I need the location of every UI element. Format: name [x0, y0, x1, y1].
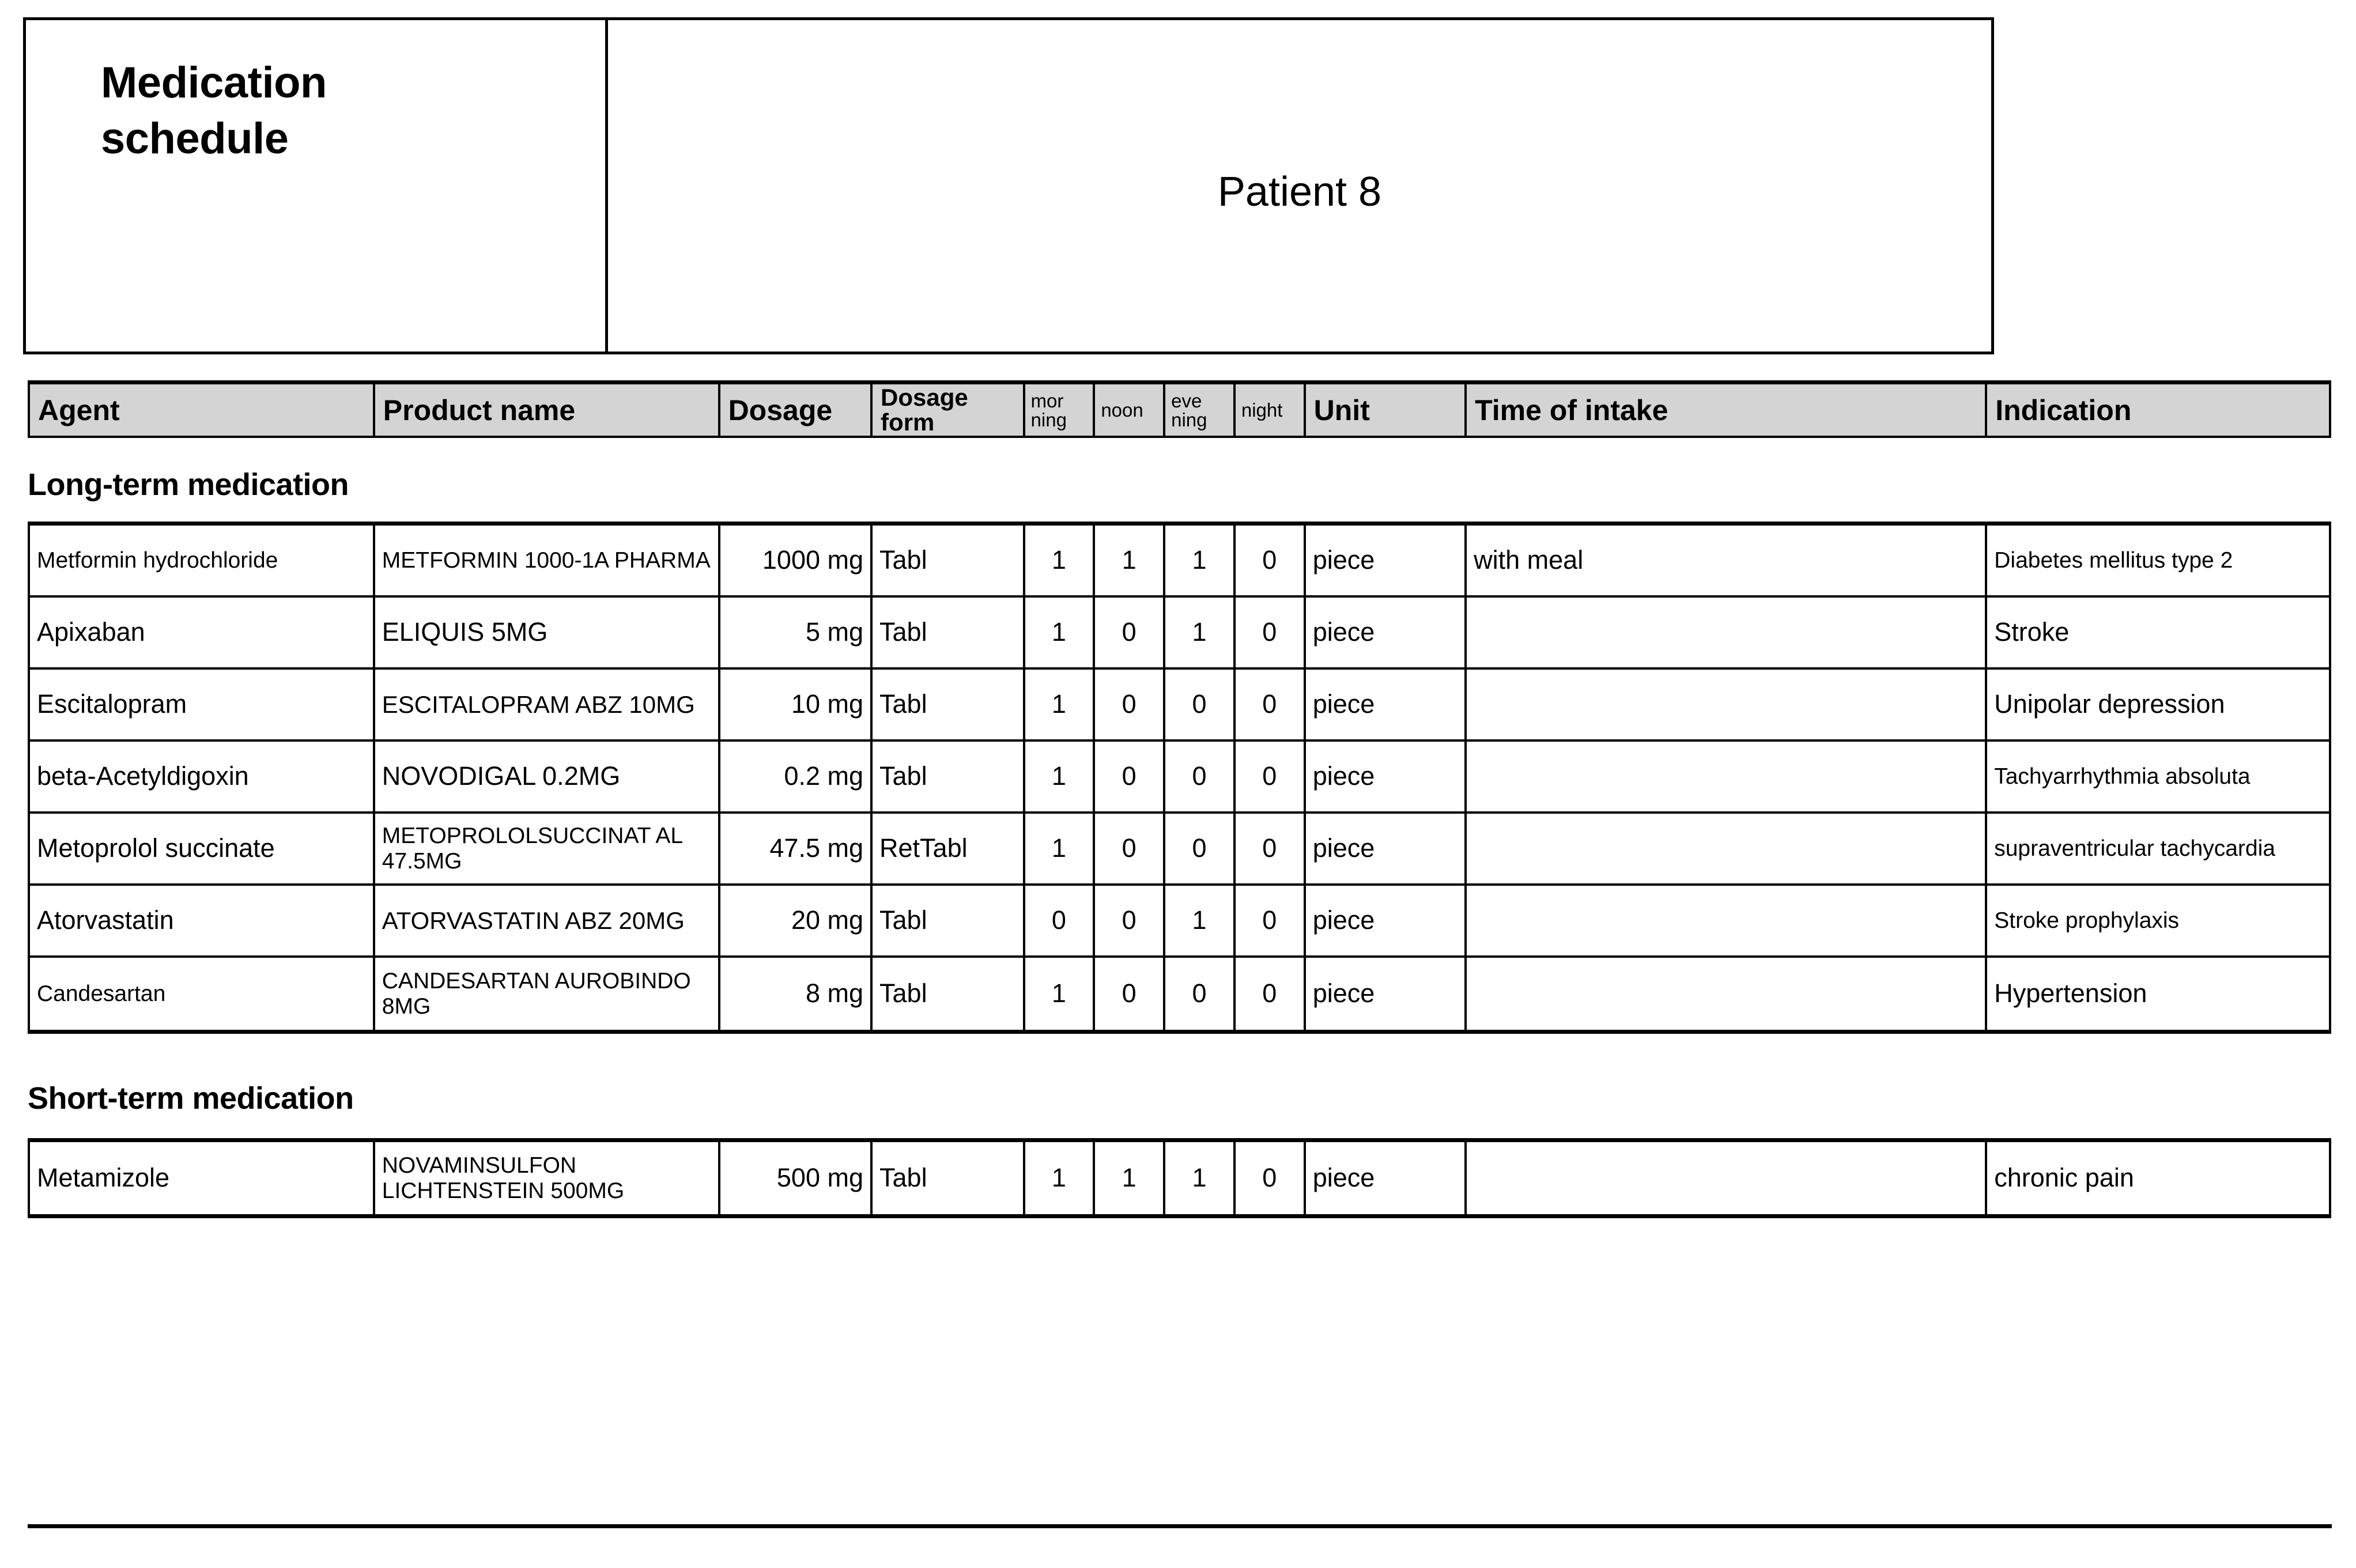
cell-time-of-intake	[1467, 742, 1987, 811]
cell-morning: 1	[1025, 1142, 1096, 1214]
table-row	[30, 886, 2329, 958]
cell-unit: piece	[1306, 886, 1467, 955]
cell-dosage: 47.5 mg	[720, 814, 873, 883]
column-header-time-of-intake: Time of intake	[1467, 384, 1987, 436]
cell-dosage-form: Tabl	[873, 526, 1025, 595]
footer-divider	[28, 1524, 2332, 1528]
cell-unit: piece	[1306, 742, 1467, 811]
evening-line-2: ning	[1171, 409, 1207, 430]
table-row	[30, 526, 2329, 598]
cell-morning: 1	[1025, 814, 1096, 883]
short-term-medication-table	[28, 1138, 2331, 1218]
cell-noon: 0	[1095, 814, 1165, 883]
cell-agent: beta-Acetyldigoxin	[30, 742, 375, 811]
cell-indication: supraventricular tachycardia	[1994, 836, 2275, 861]
cell-unit: piece	[1306, 598, 1467, 667]
cell-dosage: 5 mg	[720, 598, 873, 667]
cell-evening: 0	[1165, 958, 1236, 1030]
document-title-cell	[26, 20, 608, 352]
table-row	[30, 814, 2329, 886]
cell-night: 0	[1236, 958, 1306, 1030]
cell-dosage: 1000 mg	[720, 526, 873, 595]
cell-dosage: 500 mg	[720, 1142, 873, 1214]
section-title-short-term: Short-term medication	[28, 1081, 354, 1116]
section-title-long-term: Long-term medication	[28, 467, 349, 502]
column-header-unit: Unit	[1306, 384, 1467, 436]
cell-evening: 0	[1165, 742, 1236, 811]
cell-product-name: METFORMIN 1000-1A PHARMA	[375, 526, 720, 595]
table-column-header	[28, 380, 2331, 438]
table-row	[30, 742, 2329, 814]
cell-product-name: CANDESARTAN AUROBINDO 8MG	[375, 958, 720, 1030]
cell-unit: piece	[1306, 526, 1467, 595]
cell-dosage: 10 mg	[720, 670, 873, 739]
cell-indication: Hypertension	[1994, 978, 2147, 1008]
table-row	[30, 958, 2329, 1030]
cell-night: 0	[1236, 670, 1306, 739]
morning-line-1: mor	[1030, 390, 1064, 411]
cell-dosage-form: Tabl	[873, 886, 1025, 955]
cell-dosage-form: Tabl	[873, 958, 1025, 1030]
dosage-form-line-2: form	[881, 408, 935, 436]
dosage-form-line-1: Dosage	[881, 384, 968, 411]
cell-evening: 1	[1165, 1142, 1236, 1214]
column-header-night	[1236, 384, 1306, 436]
cell-indication: Stroke	[1994, 617, 2070, 647]
document-header	[23, 17, 1994, 354]
cell-dosage: 20 mg	[720, 886, 873, 955]
column-header-product-name: Product name	[375, 384, 720, 436]
cell-indication: chronic pain	[1994, 1163, 2134, 1193]
cell-dosage-form: Tabl	[873, 598, 1025, 667]
column-header-dosage: Dosage	[720, 384, 873, 436]
cell-indication: Diabetes mellitus type 2	[1994, 547, 2233, 573]
cell-morning: 1	[1025, 598, 1096, 667]
cell-product-name: ATORVASTATIN ABZ 20MG	[375, 886, 720, 955]
cell-indication: Stroke prophylaxis	[1994, 908, 2180, 933]
cell-unit: piece	[1306, 814, 1467, 883]
cell-time-of-intake	[1467, 958, 1987, 1030]
page-title	[101, 55, 327, 167]
cell-agent: Atorvastatin	[30, 886, 375, 955]
cell-dosage-form: RetTabl	[873, 814, 1025, 883]
table-row	[30, 1142, 2329, 1214]
morning-line-2: ning	[1030, 409, 1067, 430]
cell-morning: 1	[1025, 958, 1096, 1030]
cell-noon: 0	[1095, 742, 1165, 811]
cell-evening: 0	[1165, 814, 1236, 883]
long-term-medication-table	[28, 522, 2331, 1034]
cell-night: 0	[1236, 742, 1306, 811]
table-row	[30, 598, 2329, 670]
cell-agent: Candesartan	[30, 958, 375, 1030]
cell-dosage: 8 mg	[720, 958, 873, 1030]
cell-agent: Escitalopram	[30, 670, 375, 739]
cell-dosage: 0.2 mg	[720, 742, 873, 811]
cell-night: 0	[1236, 598, 1306, 667]
cell-evening: 1	[1165, 598, 1236, 667]
cell-noon: 0	[1095, 958, 1165, 1030]
patient-name-cell	[608, 20, 1991, 352]
cell-agent: Metoprolol succinate	[30, 814, 375, 883]
cell-noon: 0	[1095, 886, 1165, 955]
cell-night: 0	[1236, 814, 1306, 883]
cell-time-of-intake: with meal	[1467, 526, 1987, 595]
cell-night: 0	[1236, 886, 1306, 955]
cell-product-name: NOVAMINSULFON LICHTENSTEIN 500MG	[375, 1142, 720, 1214]
cell-time-of-intake	[1467, 1142, 1987, 1214]
cell-morning: 1	[1025, 526, 1096, 595]
cell-unit: piece	[1306, 1142, 1467, 1214]
night-label: night	[1241, 399, 1283, 421]
cell-agent: Metamizole	[30, 1142, 375, 1214]
column-header-morning	[1025, 384, 1096, 436]
column-header-noon	[1095, 384, 1165, 436]
cell-evening: 0	[1165, 670, 1236, 739]
cell-noon: 0	[1095, 598, 1165, 667]
cell-product-name: NOVODIGAL 0.2MG	[375, 742, 720, 811]
noon-label: noon	[1101, 399, 1143, 421]
cell-morning: 0	[1025, 886, 1096, 955]
cell-product-name: ESCITALOPRAM ABZ 10MG	[375, 670, 720, 739]
column-header-evening	[1165, 384, 1236, 436]
column-header-indication: Indication	[1987, 384, 2329, 436]
cell-product-name: ELIQUIS 5MG	[375, 598, 720, 667]
cell-evening: 1	[1165, 526, 1236, 595]
cell-unit: piece	[1306, 670, 1467, 739]
cell-time-of-intake	[1467, 670, 1987, 739]
cell-night: 0	[1236, 526, 1306, 595]
cell-time-of-intake	[1467, 598, 1987, 667]
cell-product-name: METOPROLOLSUCCINAT AL 47.5MG	[375, 814, 720, 883]
cell-noon: 1	[1095, 526, 1165, 595]
cell-dosage-form: Tabl	[873, 742, 1025, 811]
cell-time-of-intake	[1467, 814, 1987, 883]
evening-line-1: eve	[1171, 390, 1202, 411]
doc-title-line-1: Medication	[101, 58, 327, 107]
cell-indication: Unipolar depression	[1994, 689, 2225, 719]
cell-unit: piece	[1306, 958, 1467, 1030]
cell-morning: 1	[1025, 742, 1096, 811]
cell-noon: 0	[1095, 670, 1165, 739]
cell-dosage-form: Tabl	[873, 670, 1025, 739]
cell-noon: 1	[1095, 1142, 1165, 1214]
cell-dosage-form: Tabl	[873, 1142, 1025, 1214]
cell-morning: 1	[1025, 670, 1096, 739]
cell-agent: Metformin hydrochloride	[30, 526, 375, 595]
doc-title-line-2: schedule	[101, 114, 289, 164]
cell-agent: Apixaban	[30, 598, 375, 667]
cell-evening: 1	[1165, 886, 1236, 955]
cell-indication: Tachyarrhythmia absoluta	[1994, 764, 2251, 789]
column-header-agent: Agent	[30, 384, 375, 436]
cell-night: 0	[1236, 1142, 1306, 1214]
column-header-dosage-form	[873, 384, 1025, 436]
patient-name: Patient 8	[1217, 168, 1382, 215]
table-row	[30, 670, 2329, 742]
cell-time-of-intake	[1467, 886, 1987, 955]
